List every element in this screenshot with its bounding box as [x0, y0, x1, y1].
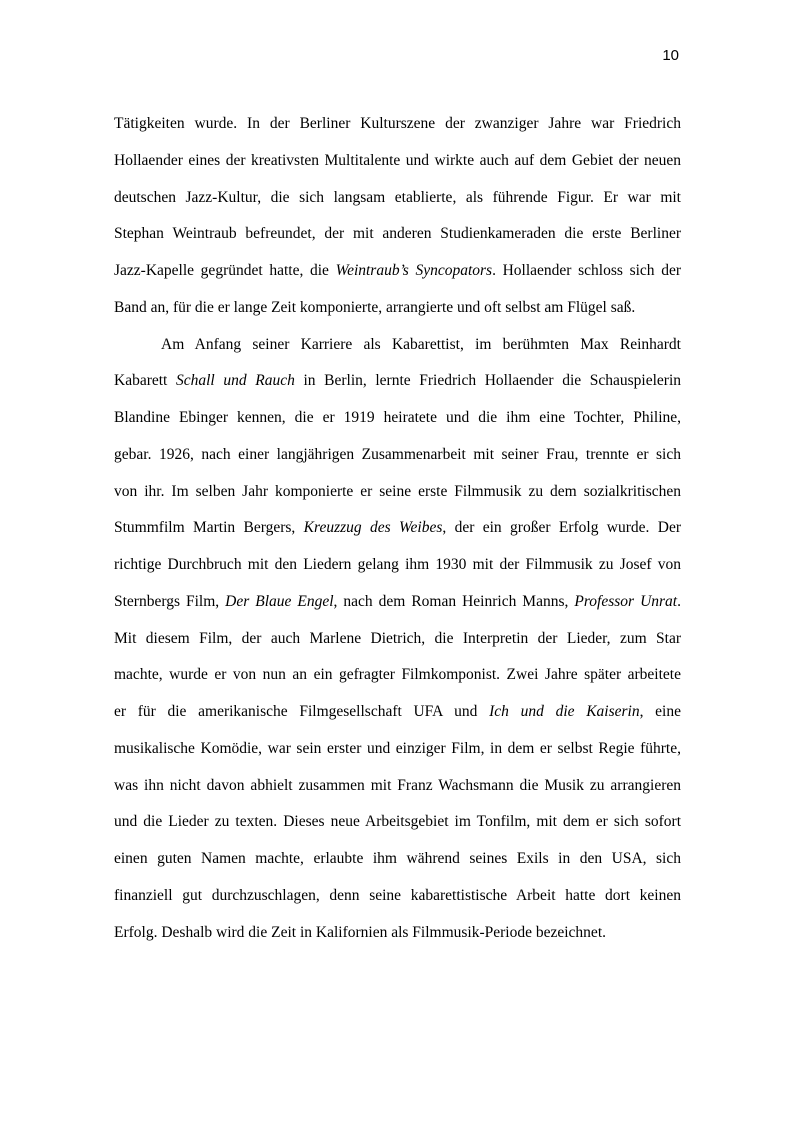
text-line: [114, 812, 681, 832]
italic-title: Der Blaue Engel: [225, 593, 334, 610]
text-line: [114, 849, 681, 869]
text-line: [114, 923, 681, 943]
text-segment: , der ein großer Erfolg wurde. Der: [442, 519, 681, 536]
italic-title: Schall und Rauch: [175, 372, 295, 389]
text-segment: gebar. 1926, nach einer langjährigen Zusammenarbeit mit seiner Frau, trennte er sich: [114, 446, 681, 463]
text-segment: von ihr. Im selben Jahr komponierte er seine erste Filmmusik zu dem sozialkritischen: [114, 483, 681, 500]
text-line: [114, 114, 681, 134]
text-line: [114, 445, 681, 465]
text-line: [114, 886, 681, 906]
text-segment: Hollaender eines der kreativsten Multitalente und wirkte auch auf dem Gebiet der neuen: [114, 152, 681, 169]
text-segment: Stephan Weintraub befreundet, der mit anderen Studienkameraden die erste Berliner: [114, 225, 681, 242]
text-segment: und die Lieder zu texten. Dieses neue Arbeitsgebiet im Tonfilm, mit dem er sich sofort: [114, 813, 681, 830]
italic-title: Kreuzzug des Weibes: [303, 519, 443, 536]
text-line: [114, 482, 681, 502]
text-segment: machte, wurde er von nun an ein gefragter Filmkomponist. Zwei Jahre später arbeitete: [114, 666, 681, 683]
text-segment: Jazz-Kapelle gegründet hatte, die: [114, 262, 336, 279]
text-segment: was ihn nicht davon abhielt zusammen mit Franz Wachsmann die Musik zu arrangieren: [114, 777, 681, 794]
text-line: [114, 665, 681, 685]
text-line: [114, 518, 681, 538]
text-segment: Stummfilm Martin Bergers,: [114, 519, 304, 536]
text-line: [114, 261, 681, 281]
text-segment: Band an, für die er lange Zeit komponierte, arrangierte und oft selbst am Flügel saß.: [114, 299, 636, 316]
text-segment: Mit diesem Film, der auch Marlene Dietrich, die Interpretin der Lieder, zum Star: [114, 630, 681, 647]
italic-title: Weintraub’s Syncopators: [335, 262, 493, 279]
text-line: [114, 188, 681, 208]
text-line: [114, 408, 681, 428]
page-number: 10: [662, 47, 679, 64]
text-segment: . Hollaender schloss sich der: [492, 262, 681, 279]
text-segment: richtige Durchbruch mit den Liedern gelang ihm 1930 mit der Filmmusik zu Josef von: [114, 556, 681, 573]
text-segment: , nach dem Roman Heinrich Manns,: [333, 593, 575, 610]
text-line: [114, 298, 681, 318]
text-segment: Sternbergs Film,: [114, 593, 226, 610]
text-segment: Am Anfang seiner Karriere als Kabarettist, im berühmten Max Reinhardt: [161, 336, 681, 353]
text-segment: , eine: [639, 703, 681, 720]
text-line: [114, 371, 681, 391]
text-line: [114, 224, 681, 244]
italic-title: Ich und die Kaiserin: [489, 703, 640, 720]
text-line: [114, 702, 681, 722]
text-segment: .: [677, 593, 681, 610]
text-line: [114, 151, 681, 171]
text-segment: Tätigkeiten wurde. In der Berliner Kulturszene der zwanziger Jahre war Friedrich: [114, 115, 681, 132]
text-segment: er für die amerikanische Filmgesellschaft UFA und: [114, 703, 490, 720]
text-segment: Blandine Ebinger kennen, die er 1919 heiratete und die ihm eine Tochter, Philine,: [114, 409, 681, 426]
text-segment: in Berlin, lernte Friedrich Hollaender die Schauspielerin: [294, 372, 681, 389]
text-line: [114, 555, 681, 575]
text-segment: musikalische Komödie, war sein erster und einziger Film, in dem er selbst Regie führte,: [114, 740, 681, 757]
italic-title: Professor Unrat: [574, 593, 678, 610]
text-segment: deutschen Jazz-Kultur, die sich langsam etablierte, als führende Figur. Er war mit: [114, 189, 681, 206]
text-segment: einen guten Namen machte, erlaubte ihm während seines Exils in den USA, sich: [114, 850, 681, 867]
text-segment: finanziell gut durchzuschlagen, denn seine kabarettistische Arbeit hatte dort keinen: [114, 887, 681, 904]
text-line: [114, 776, 681, 796]
text-line: [114, 592, 681, 612]
text-segment: Erfolg. Deshalb wird die Zeit in Kalifornien als Filmmusik-Periode bezeichnet.: [114, 924, 606, 941]
text-line: [114, 739, 681, 759]
text-segment: Kabarett: [114, 372, 176, 389]
text-line: [161, 335, 681, 355]
text-line: [114, 629, 681, 649]
